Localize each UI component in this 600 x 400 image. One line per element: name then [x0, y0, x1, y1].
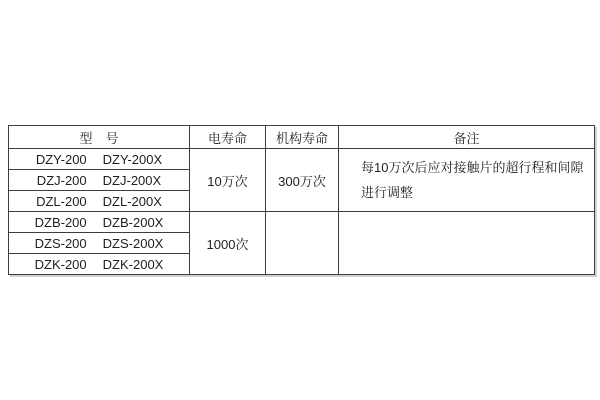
- model-name: DZS-200X: [102, 235, 164, 251]
- electrical-life-group1: 10万次: [190, 149, 266, 212]
- relay-spec-table: [8, 125, 595, 275]
- model-name: DZY-200: [35, 151, 87, 167]
- model-pair: [9, 236, 189, 251]
- header-row: [9, 126, 595, 149]
- model-pair: [9, 152, 189, 167]
- remark-group1: [339, 149, 595, 212]
- remark-group2-empty: [339, 212, 595, 275]
- model-pair: [9, 215, 189, 230]
- remark-line-1: 每10万次后应对接触片的超行程和间隙: [361, 160, 584, 175]
- model-cell-dzj: [9, 170, 190, 191]
- remark-line-2: 进行调整: [361, 185, 414, 200]
- mechanical-life-group2-empty: [266, 212, 339, 275]
- model-name: DZJ-200X: [102, 172, 162, 188]
- model-pair: [9, 257, 189, 272]
- electrical-life-group2: 1000次: [190, 212, 266, 275]
- model-pair: [9, 194, 189, 209]
- model-cell-dzy: [9, 149, 190, 170]
- header-remark: 备注: [339, 126, 595, 149]
- model-name: DZK-200X: [102, 256, 164, 272]
- header-electrical-life: 电寿命: [190, 126, 266, 149]
- header-model: 型 号: [9, 126, 190, 149]
- model-name: DZK-200: [34, 256, 87, 272]
- model-pair: [9, 173, 189, 188]
- model-cell-dzb: [9, 212, 190, 233]
- header-mechanical-life: 机构寿命: [266, 126, 339, 149]
- model-name: DZY-200X: [102, 151, 163, 167]
- model-cell-dzl: [9, 191, 190, 212]
- table-row-dzy: [9, 149, 595, 170]
- model-name: DZB-200: [34, 214, 87, 230]
- model-cell-dzs: [9, 233, 190, 254]
- model-name: DZB-200X: [102, 214, 164, 230]
- model-name: DZJ-200: [36, 172, 87, 188]
- table-row-dzb: [9, 212, 595, 233]
- model-name: DZL-200: [36, 193, 87, 209]
- mechanical-life-group1: 300万次: [266, 149, 339, 212]
- model-cell-dzk: [9, 254, 190, 275]
- model-name: DZL-200X: [102, 193, 162, 209]
- model-name: DZS-200: [34, 235, 87, 251]
